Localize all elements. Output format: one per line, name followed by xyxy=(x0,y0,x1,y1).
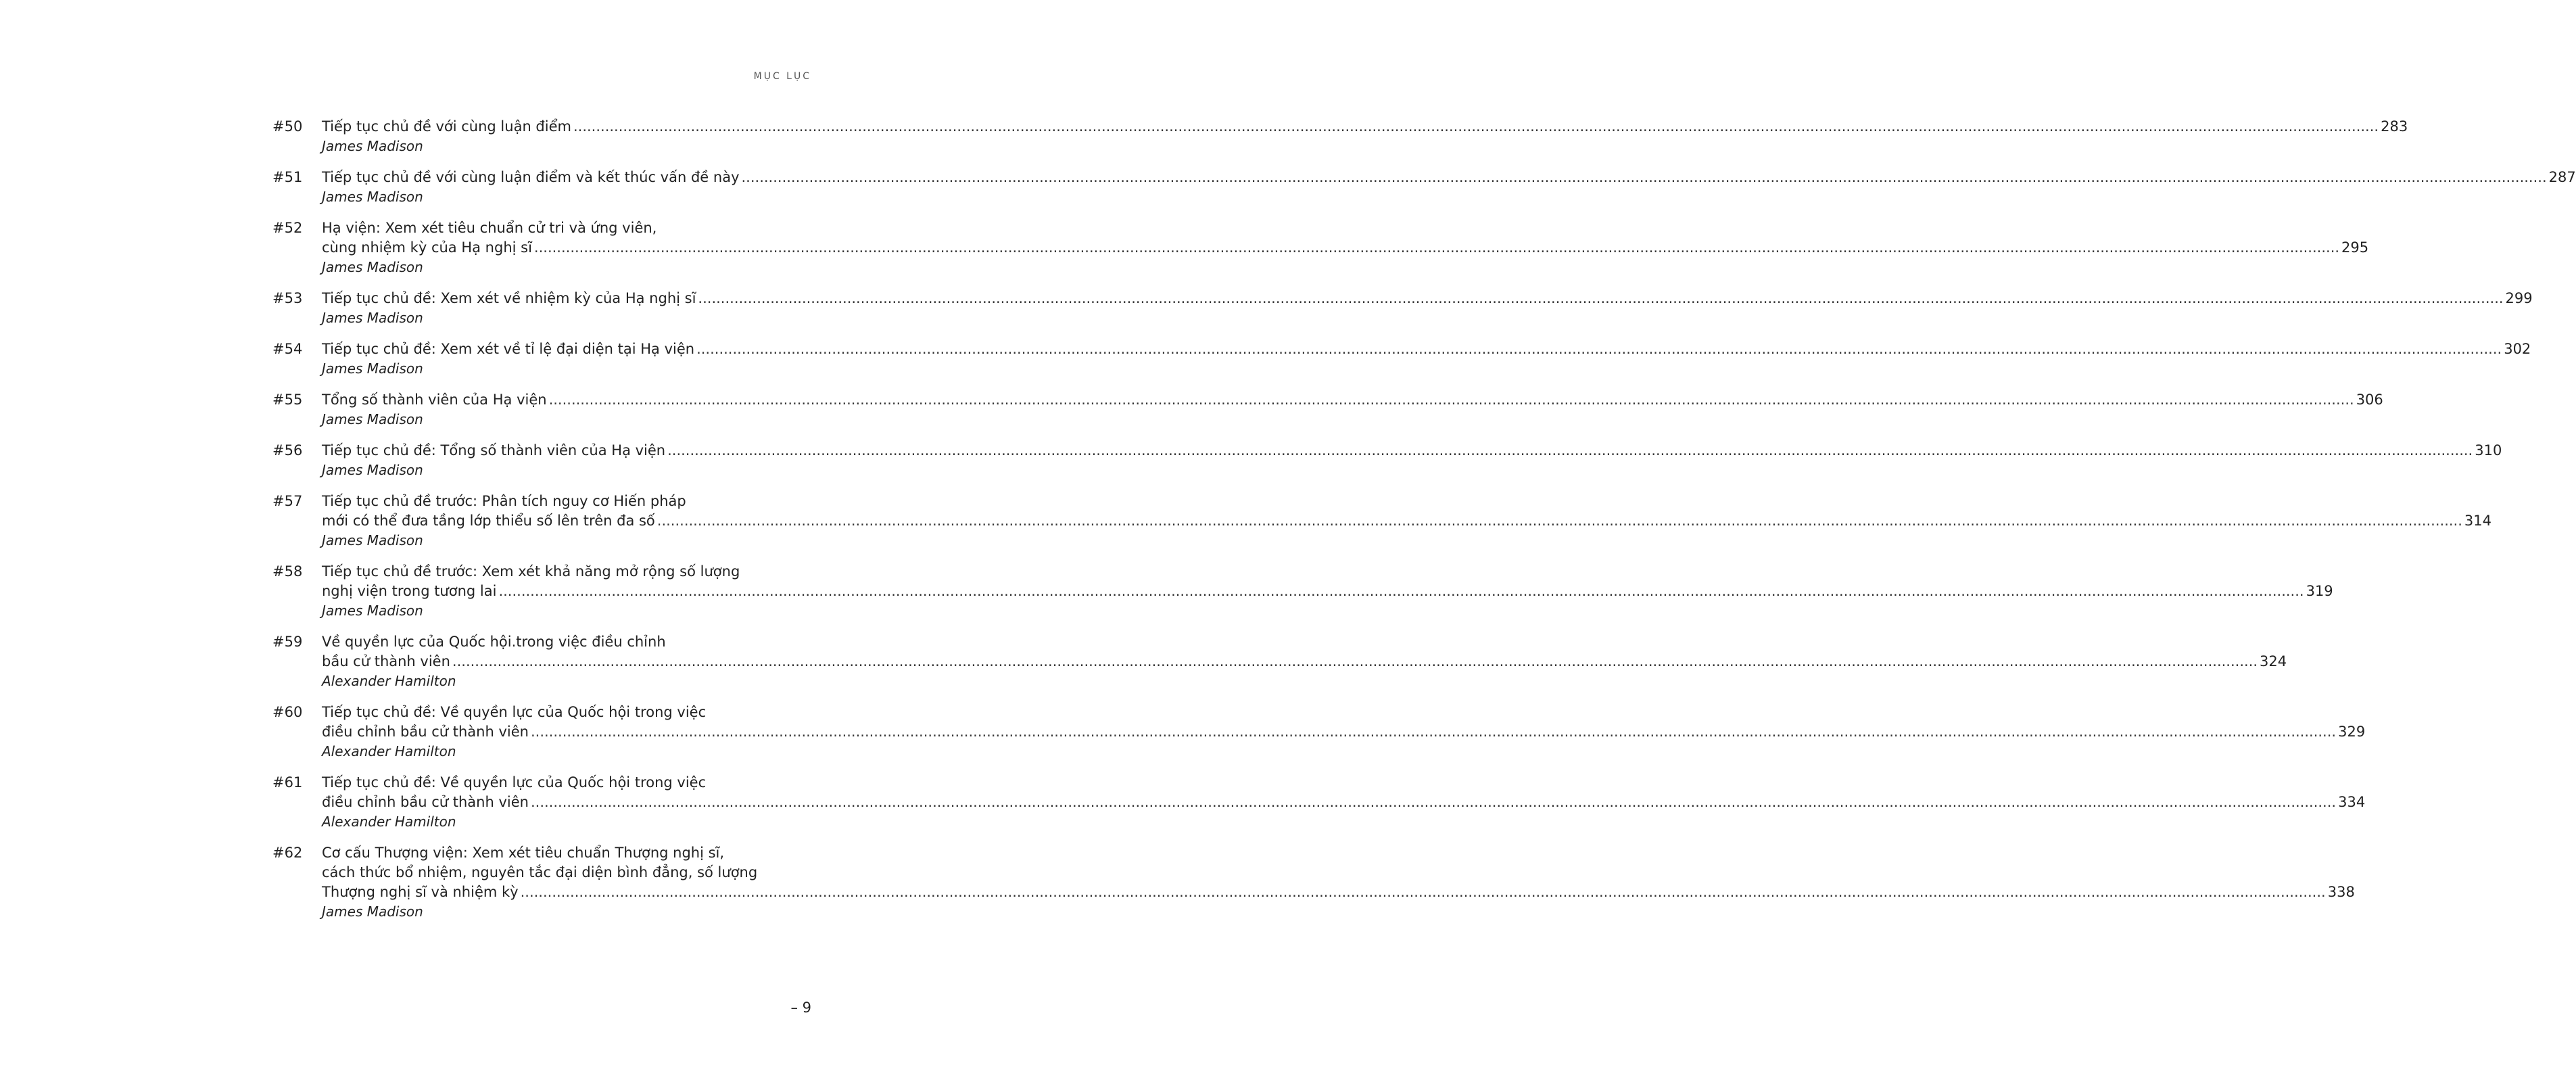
entry-number: #54 xyxy=(272,341,303,357)
table-of-contents xyxy=(272,117,2576,933)
entry-author: Alexander Hamilton xyxy=(322,814,456,830)
entry-title-line xyxy=(322,652,2287,672)
toc-entry xyxy=(272,117,2408,156)
dot-leader: ................................................................................................................................................................................................................................................................................................................................................................................................................ xyxy=(573,118,2379,135)
entry-title-text: điều chỉnh bầu cử thành viên xyxy=(322,724,529,740)
entry-author: James Madison xyxy=(322,259,423,275)
toc-entry xyxy=(272,289,2533,328)
entry-page-number: 283 xyxy=(2381,118,2408,135)
toc-entry xyxy=(272,339,2531,379)
entry-title-text: Tiếp tục chủ đề với cùng luận điểm và kết thúc vấn đề này xyxy=(322,169,740,185)
entry-title-line xyxy=(322,722,2366,742)
dot-leader: ................................................................................................................................................................................................................................................................................................................................................................................................................ xyxy=(530,794,2337,810)
dot-leader: ................................................................................................................................................................................................................................................................................................................................................................................................................ xyxy=(657,513,2462,529)
entry-title-line xyxy=(322,511,2491,531)
entry-title-line xyxy=(322,582,2333,601)
entry-number: #53 xyxy=(272,290,303,306)
entry-title-text: Tiếp tục chủ đề: Xem xét về tỉ lệ đại diện tại Hạ viện xyxy=(322,341,695,357)
entry-title-text: điều chỉnh bầu cử thành viên xyxy=(322,794,529,810)
entry-title-line xyxy=(322,883,2355,902)
entry-title-text: bầu cử thành viên xyxy=(322,653,450,669)
entry-body xyxy=(322,289,2533,328)
dot-leader: ................................................................................................................................................................................................................................................................................................................................................................................................................ xyxy=(498,583,2304,599)
toc-entry xyxy=(272,492,2491,550)
toc-entry xyxy=(272,773,2366,832)
entry-author: James Madison xyxy=(322,138,423,154)
entry-title-line xyxy=(322,168,2576,187)
entry-title-text: Tiếp tục chủ đề: Xem xét về nhiệm kỳ của Hạ nghị sĩ xyxy=(322,290,696,306)
entry-page-number: 324 xyxy=(2260,653,2287,669)
running-title: MỤC LỤC xyxy=(753,71,811,82)
dot-leader: ................................................................................................................................................................................................................................................................................................................................................................................................................ xyxy=(520,884,2326,900)
dot-leader: ................................................................................................................................................................................................................................................................................................................................................................................................................ xyxy=(452,653,2258,669)
page-number: – 9 xyxy=(790,999,811,1016)
entry-body xyxy=(322,168,2576,207)
entry-title-line: Cơ cấu Thượng viện: Xem xét tiêu chuẩn Thượng nghị sĩ, xyxy=(322,845,725,861)
entry-page-number: 338 xyxy=(2327,884,2355,900)
toc-entry xyxy=(272,168,2576,207)
entry-number: #62 xyxy=(272,845,303,861)
entry-title-line: Hạ viện: Xem xét tiêu chuẩn cử tri và ứng viên, xyxy=(322,220,657,236)
entry-title-text: mới có thể đưa tầng lớp thiểu số lên trên đa số xyxy=(322,513,655,529)
entry-body xyxy=(322,441,2502,480)
entry-author: James Madison xyxy=(322,462,423,478)
entry-title-text: Thượng nghị sĩ và nhiệm kỳ xyxy=(322,884,519,900)
entry-page-number: 310 xyxy=(2475,442,2502,458)
dot-leader: ................................................................................................................................................................................................................................................................................................................................................................................................................ xyxy=(533,239,2340,256)
entry-title-text: Tiếp tục chủ đề: Tổng số thành viên của Hạ viện xyxy=(322,442,666,458)
entry-number: #59 xyxy=(272,634,303,650)
entry-body xyxy=(322,117,2408,156)
entry-author: James Madison xyxy=(322,532,423,548)
entry-page-number: 314 xyxy=(2464,513,2491,529)
entry-page-number: 287 xyxy=(2548,169,2576,185)
entry-page-number: 302 xyxy=(2504,341,2531,357)
entry-number: #55 xyxy=(272,392,303,408)
toc-entry xyxy=(272,703,2366,761)
entry-title-text: Tổng số thành viên của Hạ viện xyxy=(322,392,547,408)
entry-title-line: cách thức bổ nhiệm, nguyên tắc đại diện bình đẳng, số lượng xyxy=(322,864,758,880)
entry-body xyxy=(322,492,2491,550)
entry-author: James Madison xyxy=(322,411,423,427)
entry-body xyxy=(322,390,2383,429)
entry-number: #61 xyxy=(272,774,303,791)
entry-author: James Madison xyxy=(322,903,423,920)
entry-title-line xyxy=(322,238,2369,258)
entry-page-number: 295 xyxy=(2341,239,2369,256)
entry-body xyxy=(322,218,2369,277)
entry-author: James Madison xyxy=(322,360,423,377)
toc-entry xyxy=(272,390,2383,429)
entry-number: #51 xyxy=(272,169,303,185)
entry-number: #56 xyxy=(272,442,303,458)
entry-number: #57 xyxy=(272,493,303,509)
toc-entry xyxy=(272,843,2355,922)
entry-body xyxy=(322,773,2366,832)
entry-title-line: Về quyền lực của Quốc hội.trong việc điều chỉnh xyxy=(322,634,666,650)
entry-title-text: Tiếp tục chủ đề với cùng luận điểm xyxy=(322,118,571,135)
dot-leader: ................................................................................................................................................................................................................................................................................................................................................................................................................ xyxy=(698,290,2504,306)
entry-page-number: 319 xyxy=(2306,583,2333,599)
entry-body xyxy=(322,632,2287,691)
entry-title-line: Tiếp tục chủ đề trước: Xem xét khả năng mở rộng số lượng xyxy=(322,563,740,580)
entry-body xyxy=(322,843,2355,922)
entry-number: #52 xyxy=(272,220,303,236)
entry-author: James Madison xyxy=(322,603,423,619)
entry-title-line xyxy=(322,390,2383,410)
dot-leader: ................................................................................................................................................................................................................................................................................................................................................................................................................ xyxy=(548,392,2354,408)
entry-body xyxy=(322,703,2366,761)
entry-title-text: nghị viện trong tương lai xyxy=(322,583,497,599)
entry-author: Alexander Hamilton xyxy=(322,673,456,689)
entry-title-line xyxy=(322,793,2366,812)
dot-leader: ................................................................................................................................................................................................................................................................................................................................................................................................................ xyxy=(741,169,2547,185)
toc-entry xyxy=(272,441,2502,480)
entry-author: James Madison xyxy=(322,189,423,205)
toc-entry xyxy=(272,562,2333,621)
dot-leader: ................................................................................................................................................................................................................................................................................................................................................................................................................ xyxy=(530,724,2337,740)
entry-title-text: cùng nhiệm kỳ của Hạ nghị sĩ xyxy=(322,239,532,256)
entry-author: Alexander Hamilton xyxy=(322,743,456,759)
entry-title-line: Tiếp tục chủ đề: Về quyền lực của Quốc hội trong việc xyxy=(322,774,707,791)
entry-title-line xyxy=(322,339,2531,359)
dot-leader: ................................................................................................................................................................................................................................................................................................................................................................................................................ xyxy=(696,341,2502,357)
entry-author: James Madison xyxy=(322,310,423,326)
entry-number: #60 xyxy=(272,704,303,720)
entry-number: #50 xyxy=(272,118,303,135)
entry-page-number: 299 xyxy=(2505,290,2533,306)
entry-body xyxy=(322,562,2333,621)
toc-entry xyxy=(272,632,2287,691)
entry-body xyxy=(322,339,2531,379)
entry-page-number: 329 xyxy=(2338,724,2366,740)
entry-page-number: 306 xyxy=(2356,392,2383,408)
entry-title-line xyxy=(322,117,2408,137)
dot-leader: ................................................................................................................................................................................................................................................................................................................................................................................................................ xyxy=(667,442,2473,458)
entry-title-line: Tiếp tục chủ đề trước: Phân tích nguy cơ Hiến pháp xyxy=(322,493,686,509)
toc-entry xyxy=(272,218,2369,277)
entry-number: #58 xyxy=(272,563,303,580)
entry-title-line xyxy=(322,441,2502,461)
entry-page-number: 334 xyxy=(2338,794,2366,810)
entry-title-line xyxy=(322,289,2533,308)
entry-title-line: Tiếp tục chủ đề: Về quyền lực của Quốc hội trong việc xyxy=(322,704,707,720)
